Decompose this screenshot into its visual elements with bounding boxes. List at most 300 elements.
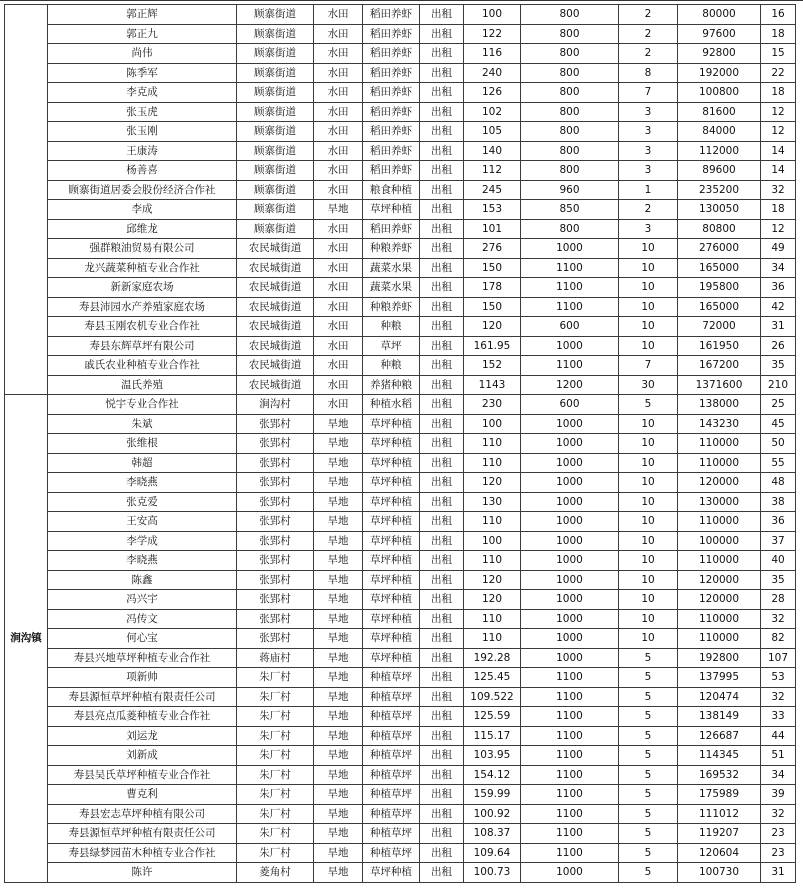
cell-mode: 出租	[420, 785, 464, 805]
cell-location: 菱角村	[237, 863, 314, 883]
cell-location: 朱厂村	[237, 824, 314, 844]
table-row	[5, 804, 796, 824]
cell-years: 10	[619, 512, 678, 532]
cell-price: 1000	[521, 551, 619, 571]
cell-count: 37	[761, 531, 796, 551]
land-lease-table	[4, 4, 796, 883]
cell-area: 159.99	[464, 785, 521, 805]
cell-operator-name: 张维根	[48, 434, 237, 454]
cell-area: 192.28	[464, 648, 521, 668]
cell-price: 1100	[521, 804, 619, 824]
cell-years: 10	[619, 590, 678, 610]
cell-years: 10	[619, 434, 678, 454]
cell-price: 600	[521, 317, 619, 337]
cell-years: 5	[619, 804, 678, 824]
cell-years: 10	[619, 278, 678, 298]
cell-use: 草坪种植	[363, 200, 420, 220]
cell-price: 600	[521, 395, 619, 415]
cell-location: 农民城街道	[237, 317, 314, 337]
cell-use: 种植草坪	[363, 726, 420, 746]
cell-operator-name: 冯兴宇	[48, 590, 237, 610]
table-row	[5, 102, 796, 122]
cell-count: 14	[761, 161, 796, 181]
cell-area: 240	[464, 63, 521, 83]
cell-amount: 80000	[678, 5, 761, 25]
cell-price: 1000	[521, 609, 619, 629]
cell-count: 107	[761, 648, 796, 668]
cell-use: 草坪种植	[363, 551, 420, 571]
cell-price: 1100	[521, 726, 619, 746]
cell-operator-name: 戚氏农业种植专业合作社	[48, 356, 237, 376]
cell-years: 10	[619, 629, 678, 649]
cell-area: 100	[464, 531, 521, 551]
cell-area: 126	[464, 83, 521, 103]
cell-mode: 出租	[420, 512, 464, 532]
cell-operator-name: 韩超	[48, 453, 237, 473]
cell-price: 1100	[521, 297, 619, 317]
cell-price: 1100	[521, 843, 619, 863]
cell-area: 116	[464, 44, 521, 64]
cell-operator-name: 李成	[48, 200, 237, 220]
cell-area: 110	[464, 512, 521, 532]
cell-mode: 出租	[420, 590, 464, 610]
cell-area: 108.37	[464, 824, 521, 844]
cell-count: 50	[761, 434, 796, 454]
cell-mode: 出租	[420, 278, 464, 298]
cell-mode: 出租	[420, 317, 464, 337]
cell-land-type: 水田	[314, 317, 363, 337]
cell-amount: 165000	[678, 258, 761, 278]
cell-use: 稻田养虾	[363, 141, 420, 161]
cell-land-type: 旱地	[314, 824, 363, 844]
cell-price: 1000	[521, 336, 619, 356]
cell-amount: 137995	[678, 668, 761, 688]
cell-use: 种粮养虾	[363, 239, 420, 259]
cell-amount: 89600	[678, 161, 761, 181]
cell-use: 稻田养虾	[363, 24, 420, 44]
cell-count: 31	[761, 863, 796, 883]
cell-area: 100.92	[464, 804, 521, 824]
cell-price: 800	[521, 44, 619, 64]
table-row	[5, 278, 796, 298]
cell-operator-name: 寿县宏志草坪种植有限公司	[48, 804, 237, 824]
cell-operator-name: 顾寨街道居委会股份经济合作社	[48, 180, 237, 200]
cell-operator-name: 杨善喜	[48, 161, 237, 181]
cell-operator-name: 寿县东辉草坪有限公司	[48, 336, 237, 356]
cell-area: 105	[464, 122, 521, 142]
table-row	[5, 63, 796, 83]
cell-mode: 出租	[420, 375, 464, 395]
cell-area: 245	[464, 180, 521, 200]
cell-count: 32	[761, 687, 796, 707]
cell-price: 1100	[521, 824, 619, 844]
cell-price: 1000	[521, 570, 619, 590]
table-row	[5, 512, 796, 532]
cell-operator-name: 寿县沛园水产养殖家庭农场	[48, 297, 237, 317]
cell-amount: 100730	[678, 863, 761, 883]
cell-land-type: 旱地	[314, 746, 363, 766]
cell-use: 种粮	[363, 356, 420, 376]
cell-area: 110	[464, 609, 521, 629]
cell-area: 120	[464, 590, 521, 610]
cell-price: 1000	[521, 648, 619, 668]
cell-mode: 出租	[420, 551, 464, 571]
cell-count: 42	[761, 297, 796, 317]
cell-area: 110	[464, 629, 521, 649]
cell-years: 5	[619, 746, 678, 766]
cell-location: 顾寨街道	[237, 63, 314, 83]
cell-land-type: 旱地	[314, 765, 363, 785]
cell-mode: 出租	[420, 570, 464, 590]
cell-operator-name: 张玉虎	[48, 102, 237, 122]
cell-years: 7	[619, 83, 678, 103]
cell-location: 顾寨街道	[237, 180, 314, 200]
cell-years: 5	[619, 765, 678, 785]
cell-amount: 120000	[678, 570, 761, 590]
cell-amount: 169532	[678, 765, 761, 785]
cell-count: 36	[761, 512, 796, 532]
cell-amount: 192000	[678, 63, 761, 83]
cell-land-type: 旱地	[314, 492, 363, 512]
cell-count: 31	[761, 317, 796, 337]
cell-land-type: 水田	[314, 258, 363, 278]
cell-land-type: 水田	[314, 278, 363, 298]
cell-count: 18	[761, 83, 796, 103]
cell-location: 朱厂村	[237, 687, 314, 707]
cell-location: 涧沟村	[237, 395, 314, 415]
cell-count: 23	[761, 843, 796, 863]
cell-years: 2	[619, 200, 678, 220]
cell-mode: 出租	[420, 83, 464, 103]
cell-price: 1100	[521, 785, 619, 805]
cell-mode: 出租	[420, 629, 464, 649]
cell-mode: 出租	[420, 531, 464, 551]
cell-amount: 80800	[678, 219, 761, 239]
cell-amount: 161950	[678, 336, 761, 356]
cell-use: 种植草坪	[363, 824, 420, 844]
table-row	[5, 453, 796, 473]
cell-count: 32	[761, 609, 796, 629]
cell-price: 1100	[521, 687, 619, 707]
cell-count: 45	[761, 414, 796, 434]
cell-amount: 114345	[678, 746, 761, 766]
table-row	[5, 629, 796, 649]
cell-years: 10	[619, 239, 678, 259]
cell-location: 农民城街道	[237, 336, 314, 356]
cell-operator-name: 郭正辉	[48, 5, 237, 25]
cell-price: 800	[521, 122, 619, 142]
town-cell: 涧沟镇	[5, 395, 48, 883]
cell-mode: 出租	[420, 161, 464, 181]
table-row	[5, 5, 796, 25]
cell-land-type: 旱地	[314, 629, 363, 649]
cell-use: 种植草坪	[363, 804, 420, 824]
cell-land-type: 旱地	[314, 434, 363, 454]
cell-count: 18	[761, 200, 796, 220]
cell-amount: 110000	[678, 629, 761, 649]
cell-amount: 175989	[678, 785, 761, 805]
cell-mode: 出租	[420, 5, 464, 25]
cell-land-type: 旱地	[314, 843, 363, 863]
cell-operator-name: 尚伟	[48, 44, 237, 64]
cell-area: 102	[464, 102, 521, 122]
cell-price: 1000	[521, 531, 619, 551]
cell-amount: 110000	[678, 434, 761, 454]
cell-amount: 110000	[678, 512, 761, 532]
cell-years: 8	[619, 63, 678, 83]
cell-price: 800	[521, 219, 619, 239]
cell-mode: 出租	[420, 141, 464, 161]
cell-location: 张郢村	[237, 629, 314, 649]
cell-mode: 出租	[420, 804, 464, 824]
cell-area: 110	[464, 551, 521, 571]
cell-mode: 出租	[420, 24, 464, 44]
cell-years: 5	[619, 668, 678, 688]
table-row	[5, 161, 796, 181]
cell-operator-name: 寿县玉刚农机专业合作社	[48, 317, 237, 337]
cell-mode: 出租	[420, 609, 464, 629]
cell-years: 2	[619, 5, 678, 25]
cell-operator-name: 温氏养殖	[48, 375, 237, 395]
cell-use: 种植草坪	[363, 843, 420, 863]
cell-area: 110	[464, 434, 521, 454]
cell-mode: 出租	[420, 356, 464, 376]
cell-count: 35	[761, 570, 796, 590]
cell-count: 82	[761, 629, 796, 649]
cell-count: 22	[761, 63, 796, 83]
cell-land-type: 旱地	[314, 414, 363, 434]
cell-years: 2	[619, 44, 678, 64]
cell-use: 稻田养虾	[363, 83, 420, 103]
cell-mode: 出租	[420, 434, 464, 454]
cell-price: 800	[521, 161, 619, 181]
cell-use: 种粮养虾	[363, 297, 420, 317]
cell-mode: 出租	[420, 473, 464, 493]
table-row	[5, 44, 796, 64]
cell-area: 120	[464, 473, 521, 493]
cell-location: 农民城街道	[237, 297, 314, 317]
cell-use: 草坪种植	[363, 473, 420, 493]
cell-location: 顾寨街道	[237, 219, 314, 239]
cell-years: 5	[619, 707, 678, 727]
cell-count: 12	[761, 122, 796, 142]
cell-amount: 84000	[678, 122, 761, 142]
table-row	[5, 434, 796, 454]
cell-use: 稻田养虾	[363, 44, 420, 64]
cell-land-type: 水田	[314, 239, 363, 259]
cell-years: 3	[619, 161, 678, 181]
cell-count: 32	[761, 180, 796, 200]
cell-use: 稻田养虾	[363, 219, 420, 239]
cell-operator-name: 李晓燕	[48, 551, 237, 571]
cell-area: 100	[464, 414, 521, 434]
cell-land-type: 水田	[314, 141, 363, 161]
cell-operator-name: 陈许	[48, 863, 237, 883]
cell-price: 1000	[521, 453, 619, 473]
cell-use: 稻田养虾	[363, 122, 420, 142]
cell-count: 53	[761, 668, 796, 688]
cell-price: 1100	[521, 765, 619, 785]
cell-price: 800	[521, 63, 619, 83]
cell-operator-name: 曹克利	[48, 785, 237, 805]
cell-land-type: 水田	[314, 161, 363, 181]
cell-years: 3	[619, 141, 678, 161]
cell-mode: 出租	[420, 765, 464, 785]
cell-price: 1000	[521, 434, 619, 454]
table-row	[5, 375, 796, 395]
table-row	[5, 414, 796, 434]
cell-mode: 出租	[420, 239, 464, 259]
cell-area: 276	[464, 239, 521, 259]
table-row	[5, 570, 796, 590]
cell-use: 草坪种植	[363, 590, 420, 610]
cell-price: 800	[521, 83, 619, 103]
cell-mode: 出租	[420, 258, 464, 278]
cell-use: 养猪种粮	[363, 375, 420, 395]
cell-land-type: 旱地	[314, 512, 363, 532]
cell-land-type: 水田	[314, 44, 363, 64]
table-row	[5, 239, 796, 259]
cell-years: 10	[619, 492, 678, 512]
table-row	[5, 24, 796, 44]
cell-use: 蔬菜水果	[363, 278, 420, 298]
cell-count: 25	[761, 395, 796, 415]
cell-location: 顾寨街道	[237, 200, 314, 220]
cell-price: 1000	[521, 492, 619, 512]
cell-location: 张郢村	[237, 531, 314, 551]
cell-mode: 出租	[420, 63, 464, 83]
cell-amount: 165000	[678, 297, 761, 317]
table-row	[5, 258, 796, 278]
cell-years: 10	[619, 414, 678, 434]
cell-use: 粮食种植	[363, 180, 420, 200]
cell-use: 草坪种植	[363, 629, 420, 649]
cell-price: 800	[521, 5, 619, 25]
cell-area: 230	[464, 395, 521, 415]
cell-years: 10	[619, 297, 678, 317]
cell-count: 210	[761, 375, 796, 395]
cell-count: 34	[761, 765, 796, 785]
cell-use: 草坪	[363, 336, 420, 356]
cell-count: 16	[761, 5, 796, 25]
cell-amount: 112000	[678, 141, 761, 161]
cell-location: 顾寨街道	[237, 83, 314, 103]
cell-count: 15	[761, 44, 796, 64]
cell-amount: 81600	[678, 102, 761, 122]
cell-price: 1100	[521, 668, 619, 688]
cell-count: 35	[761, 356, 796, 376]
table-row	[5, 609, 796, 629]
cell-amount: 100000	[678, 531, 761, 551]
cell-amount: 195800	[678, 278, 761, 298]
cell-area: 103.95	[464, 746, 521, 766]
cell-use: 稻田养虾	[363, 63, 420, 83]
cell-use: 稻田养虾	[363, 161, 420, 181]
cell-operator-name: 张克爱	[48, 492, 237, 512]
cell-location: 张郢村	[237, 590, 314, 610]
cell-use: 草坪种植	[363, 414, 420, 434]
cell-land-type: 水田	[314, 336, 363, 356]
cell-location: 顾寨街道	[237, 24, 314, 44]
cell-use: 草坪种植	[363, 531, 420, 551]
cell-operator-name: 寿县兴地草坪种植专业合作社	[48, 648, 237, 668]
cell-location: 朱厂村	[237, 746, 314, 766]
cell-mode: 出租	[420, 219, 464, 239]
cell-location: 农民城街道	[237, 375, 314, 395]
cell-mode: 出租	[420, 687, 464, 707]
cell-mode: 出租	[420, 44, 464, 64]
cell-amount: 120000	[678, 473, 761, 493]
cell-area: 125.45	[464, 668, 521, 688]
cell-use: 种植水稻	[363, 395, 420, 415]
town-cell-upper	[5, 5, 48, 395]
cell-use: 草坪种植	[363, 863, 420, 883]
cell-land-type: 旱地	[314, 687, 363, 707]
cell-use: 草坪种植	[363, 492, 420, 512]
cell-use: 草坪种植	[363, 453, 420, 473]
cell-location: 张郢村	[237, 551, 314, 571]
cell-location: 农民城街道	[237, 278, 314, 298]
cell-years: 2	[619, 24, 678, 44]
table-row	[5, 492, 796, 512]
cell-years: 5	[619, 863, 678, 883]
cell-count: 49	[761, 239, 796, 259]
cell-location: 农民城街道	[237, 239, 314, 259]
cell-mode: 出租	[420, 336, 464, 356]
table-row	[5, 746, 796, 766]
cell-count: 33	[761, 707, 796, 727]
cell-years: 3	[619, 102, 678, 122]
cell-operator-name: 李晓燕	[48, 473, 237, 493]
table-row	[5, 395, 796, 415]
cell-land-type: 水田	[314, 297, 363, 317]
table-row	[5, 668, 796, 688]
cell-years: 5	[619, 648, 678, 668]
cell-location: 朱厂村	[237, 785, 314, 805]
cell-use: 种植草坪	[363, 668, 420, 688]
cell-years: 7	[619, 356, 678, 376]
cell-land-type: 水田	[314, 83, 363, 103]
cell-use: 种植草坪	[363, 707, 420, 727]
cell-mode: 出租	[420, 863, 464, 883]
cell-count: 14	[761, 141, 796, 161]
cell-operator-name: 李学成	[48, 531, 237, 551]
table-row	[5, 590, 796, 610]
table-row	[5, 180, 796, 200]
cell-years: 10	[619, 317, 678, 337]
cell-years: 10	[619, 570, 678, 590]
cell-land-type: 旱地	[314, 726, 363, 746]
cell-years: 5	[619, 726, 678, 746]
cell-land-type: 旱地	[314, 863, 363, 883]
cell-years: 10	[619, 609, 678, 629]
cell-land-type: 水田	[314, 63, 363, 83]
cell-use: 种植草坪	[363, 687, 420, 707]
cell-area: 109.522	[464, 687, 521, 707]
cell-count: 39	[761, 785, 796, 805]
table-row	[5, 648, 796, 668]
cell-use: 草坪种植	[363, 609, 420, 629]
cell-amount: 110000	[678, 609, 761, 629]
cell-area: 152	[464, 356, 521, 376]
cell-operator-name: 寿县亮点瓜菱种植专业合作社	[48, 707, 237, 727]
cell-use: 草坪种植	[363, 570, 420, 590]
cell-operator-name: 王康涛	[48, 141, 237, 161]
cell-operator-name: 朱斌	[48, 414, 237, 434]
cell-mode: 出租	[420, 492, 464, 512]
cell-location: 朱厂村	[237, 707, 314, 727]
cell-operator-name: 何心宝	[48, 629, 237, 649]
